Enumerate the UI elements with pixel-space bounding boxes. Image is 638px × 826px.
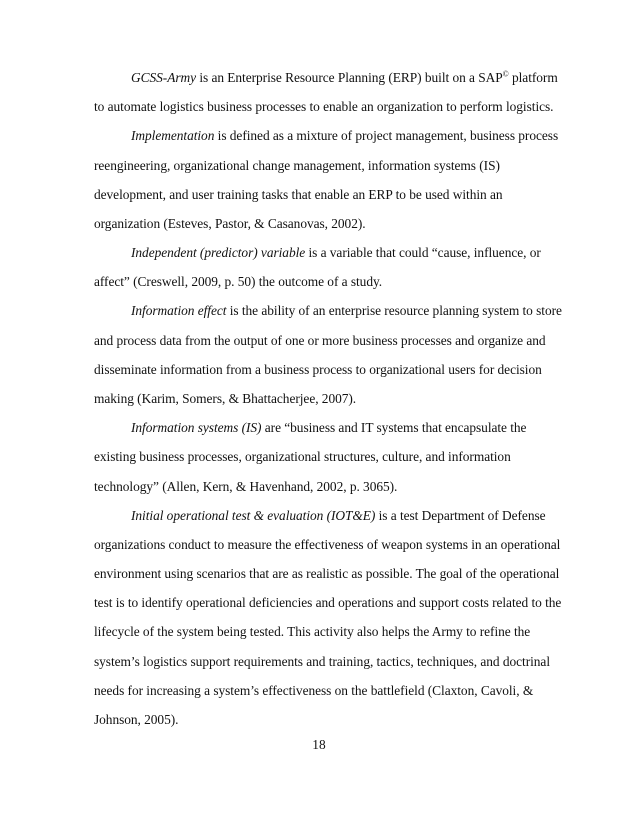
term-implementation: Implementation [131,128,215,144]
paragraph-line: organization (Esteves, Pastor, & Casanovas, 2002). [94,215,366,231]
paragraph-line: system’s logistics support requirements and training, tactics, techniques, and doctrinal [94,653,550,669]
paragraph-line: and process data from the output of one or more business processes and organize and [94,332,546,348]
paragraph-line: technology” (Allen, Kern, & Havenhand, 2002, p. 3065). [94,478,398,494]
term-information-systems: Information systems (IS) [131,420,262,436]
term-gcss-army: GCSS-Army [131,70,197,85]
definition-text: is an Enterprise Resource Planning (ERP) built on a SAP [196,70,503,85]
paragraph-line: test is to identify operational deficiencies and operations and support costs related to the [94,595,562,611]
paragraph-information-systems-line-1 [131,420,526,436]
paragraph-line: reengineering, organizational change management, information systems (IS) [94,157,500,173]
definition-text: is the ability of an enterprise resource planning system to store [226,303,562,319]
definition-text: are “business and IT systems that encapsulate the [261,420,527,436]
term-iote: Initial operational test & evaluation (IOT&E) [131,507,376,523]
definition-text: is a variable that could “cause, influence, or [305,245,541,261]
definition-text: platform [508,70,558,85]
definition-text: is a test Department of Defense [375,507,546,523]
paragraph-line: making (Karim, Somers, & Bhattacherjee, 2007). [94,391,357,406]
paragraph-gcss-army-line-1 [131,70,558,86]
paragraph-iote-line-1 [131,508,546,524]
paragraph-line: lifecycle of the system being tested. This activity also helps the Army to refine the [94,624,531,640]
term-independent-variable: Independent (predictor) variable [131,245,306,261]
paragraph-line: needs for increasing a system’s effectiveness on the battlefield (Claxton, Cavoli, & [94,682,534,698]
paragraph-information-effect-line-1 [131,303,562,319]
definition-text: is defined as a mixture of project management, business process [214,128,559,144]
paragraph-implementation-line-1 [131,128,558,144]
paragraph-line: to automate logistics business processes to enable an organization to perform logistics. [94,99,554,115]
paragraph-line: organizations conduct to measure the effectiveness of weapon systems in an operational [94,536,561,552]
paragraph-line: disseminate information from a business process to organizational users for decision [94,361,542,377]
page-number: 18 [312,737,326,752]
copyright-mark: © [502,69,509,79]
paragraph-line: environment using scenarios that are as realistic as possible. The goal of the operational [94,566,560,582]
paragraph-line: development, and user training tasks that enable an ERP to be used within an [94,186,503,202]
term-information-effect: Information effect [131,303,227,319]
paragraph-line: affect” (Creswell, 2009, p. 50) the outcome of a study. [94,274,383,290]
paragraph-independent-variable-line-1 [131,245,541,261]
paragraph-line: Johnson, 2005). [94,712,179,727]
paragraph-line: existing business processes, organizational structures, culture, and information [94,449,511,465]
